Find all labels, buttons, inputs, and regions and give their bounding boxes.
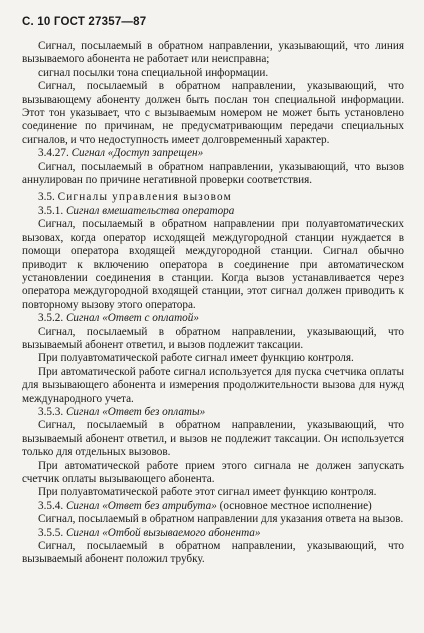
clause-title: Сигнал «Ответ без оплаты» [65,405,206,418]
clause-suffix: (основное местное исполнение) [216,499,372,512]
paragraph: При полуавтоматической работе сигнал имеет функцию контроля. [38,352,354,365]
section-title: Сигналы управления вызовом [57,191,232,204]
paragraph: Сигнал, посылаемый в обратном направлении, указывающий, что вызывающему абоненту должен быть послан тон специальной информации. Этот тон указывает, что с вызываемым номером не может быть установлено соединение по причинам, не предусматривающим передачи специальных сигналов, и что недоступность имеет долговременный характер. [22,80,404,146]
page-header: С. 10 ГОСТ 27357—87 [22,16,147,28]
clause-title: Сигнал «Доступ запрещен» [71,147,204,160]
paragraph: Сигнал, посылаемый в обратном направлении, указывающий, что вызываемый абонент положил трубку. [22,540,404,566]
paragraph: сигнал посылки тона специальной информации. [38,66,269,79]
clause-heading [22,527,404,540]
clause-title: Сигнал «Ответ с оплатой» [65,312,199,325]
clause-heading [22,406,404,419]
paragraph: При автоматической работе сигнал используется для пуска счетчика оплаты для вызывающего абонента и измерения продолжительности вызова для нужд международного учета. [22,365,404,405]
clause-title: Сигнал вмешательства оператора [65,204,235,217]
section-heading [22,191,404,204]
clause-heading [22,147,404,160]
paragraph: Сигнал, посылаемый в обратном направлении для указания ответа на вызов. [38,513,404,526]
paragraph: При полуавтоматической работе этот сигнал имеет функцию контроля. [38,486,377,499]
clause-number: 3.5.2. [38,312,64,325]
paragraph: Сигнал, посылаемый в обратном направлении при полуавтоматических вызовах, когда оператор исходящей междугородной станции нуждается в помощи оператора входящей междугородной станции. Сигнал обычно приводит к включению оператора в соединение при автоматическом установлении соединения в станции. Когда вызов устанавливается через оператора междугородной входящей станции, этот сигнал должен приводить к повторному вызову этого оператора. [22,218,404,311]
clause-title: Сигнал «Ответ без атрибута» [65,499,217,512]
clause-heading [22,500,404,513]
clause-heading [22,205,404,218]
clause-number: 3.5.5. [38,526,64,539]
section-number: 3.5. [38,191,55,204]
paragraph: Сигнал, посылаемый в обратном направлении, указывающий, что вызываемый абонент ответил, и вызов подлежит таксации. [22,325,404,351]
clause-number: 3.5.4. [38,499,64,512]
paragraph: Сигнал, посылаемый в обратном направлении, указывающий, что вызов аннулирован по причине негативной проверки соответствия. [22,160,404,187]
clause-heading [22,312,404,325]
paragraph: При автоматической работе прием этого сигнала не должен запускать счетчик оплаты вызывающего абонента. [22,459,404,485]
document-body [22,40,404,567]
paragraph: Сигнал, посылаемый в обратном направлении, указывающий, что вызываемый абонент ответил, и вызов не подлежит таксации. Он используется только для отдельных вызовов. [22,419,404,459]
clause-title: Сигнал «Отбой вызываемого абонента» [65,526,261,539]
clause-number: 3.5.3. [38,405,64,418]
clause-number: 3.4.27. [38,147,69,160]
paragraph: Сигнал, посылаемый в обратном направлении, указывающий, что линия вызываемого абонента не работает или неисправна; [22,40,404,66]
clause-number: 3.5.1. [38,204,64,217]
